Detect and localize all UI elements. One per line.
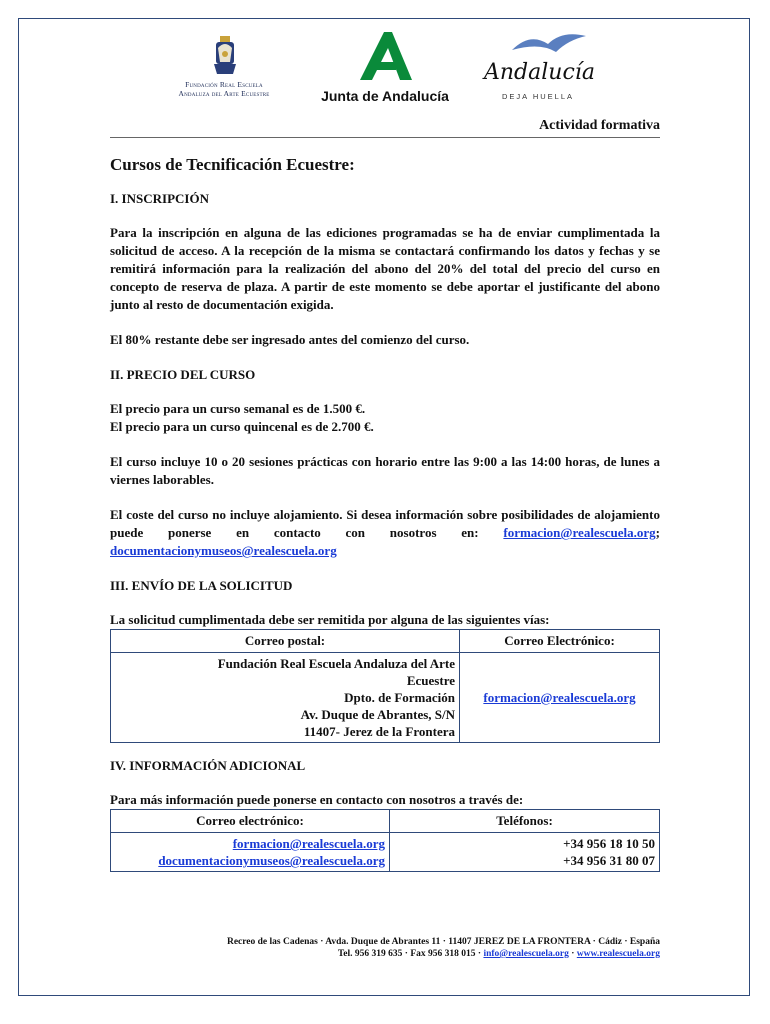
paragraph-inscripcion: Para la inscripción en alguna de las ediciones programadas se ha de enviar cumplimentada la solicitud de acceso. A la recepción de la misma se contactará confirmando los datos y fechas y se remitirá información para la realización del abono del 20% del total del precio del curso en concepto de reserva de plaza. A partir de este momento se debe aportar el justificante del abono junto al resto de documentación exigida. [110,225,660,312]
envio-intro: La solicitud cumplimentada debe ser remitida por alguna de las siguientes vías: [110,612,550,627]
paragraph-precios [110,400,660,436]
phone-number: +34 956 18 10 50 [563,836,655,851]
table-envio [110,629,660,743]
email-link-formacion[interactable]: formacion@realescuela.org [483,689,636,705]
contact-phones [390,833,660,872]
price-weekly: El precio para un curso semanal es de 1.500 €. [110,401,366,416]
address-line: 11407- Jerez de la Frontera [303,724,455,739]
address-line: Ecuestre [406,673,455,688]
junta-mark-icon [354,30,418,84]
price-biweekly: El precio para un curso quincenal es de 2.700 €. [110,419,374,434]
paragraph-restante: El 80% restante debe ser ingresado antes del comienzo del curso. [110,332,470,347]
email-link-documentacion[interactable]: documentacionymuseos@realescuela.org [110,543,337,558]
postal-email-cell [460,653,660,743]
footer-phones: Tel. 956 319 635 · Fax 956 318 015 · [337,949,482,959]
table-contacto [110,809,660,872]
link-separator: ; [655,525,660,540]
footer-contact [227,948,660,960]
contact-emails [111,833,390,872]
table-row [111,630,660,653]
andalucia-logo-sub: DEJA HUELLA [502,92,575,101]
header-divider [110,137,660,138]
table-header-postal: Correo postal: [111,630,460,653]
table-header-email: Correo electrónico: [111,810,390,833]
footer-web-link[interactable]: www.realescuela.org [576,949,660,959]
bird-icon [510,28,590,58]
address-line: Av. Duque de Abrantes, S/N [300,707,455,722]
table-row [111,810,660,833]
phone-number: +34 956 31 80 07 [563,853,655,868]
footer [227,936,660,960]
crest-icon [208,34,242,78]
alojamiento-text: El coste del curso no incluye alojamiento. Si desea información sobre posibilidades de alojamiento puede ponerse en contacto con nosotros en: [110,507,660,540]
postal-address [111,653,460,743]
email-link-formacion[interactable]: formacion@realescuela.org [503,525,656,540]
section-heading-precio: II. PRECIO DEL CURSO [110,367,256,382]
junta-logo-text: Junta de Andalucía [321,88,449,104]
footer-address: Recreo de las Cadenas · Avda. Duque de Abrantes 11 · 11407 JEREZ DE LA FRONTERA · Cádiz · España [226,937,660,947]
info-intro: Para más información puede ponerse en contacto con nosotros a través de: [110,792,524,807]
paragraph-alojamiento [110,506,660,560]
paragraph-sesiones: El curso incluye 10 o 20 sesiones prácticas con horario entre las 9:00 a las 14:00 horas, de lunes a viernes laborables. [110,454,660,487]
document-body [110,148,660,872]
fundacion-logo-line1: Fundación Real Escuela [185,80,263,89]
fundacion-logo-line2: Andaluza del Arte Ecuestre [178,89,270,98]
header [0,0,770,133]
section-heading-envio: III. ENVÍO DE LA SOLICITUD [110,578,293,593]
email-link-documentacion[interactable]: documentacionymuseos@realescuela.org [158,853,385,868]
footer-separator: · [571,949,575,959]
footer-email-link[interactable]: info@realescuela.org [483,949,569,959]
address-line: Fundación Real Escuela Andaluza del Arte [217,656,455,671]
table-header-phones: Teléfonos: [390,810,660,833]
section-heading-inscripcion: I. INSCRIPCIÓN [110,191,209,206]
address-line: Dpto. de Formación [344,690,455,705]
section-heading-info: IV. INFORMACIÓN ADICIONAL [110,758,306,773]
andalucia-logo [480,28,595,106]
table-header-email: Correo Electrónico: [460,630,660,653]
junta-logo [318,30,452,108]
email-link-formacion[interactable]: formacion@realescuela.org [232,836,385,851]
table-row [111,833,660,872]
table-row [111,653,660,743]
page-title: Cursos de Tecnificación Ecuestre: [110,155,355,174]
andalucia-logo-text: Andalucía [484,60,595,85]
activity-label: Actividad formativa [539,118,660,133]
fundacion-logo [168,34,280,104]
